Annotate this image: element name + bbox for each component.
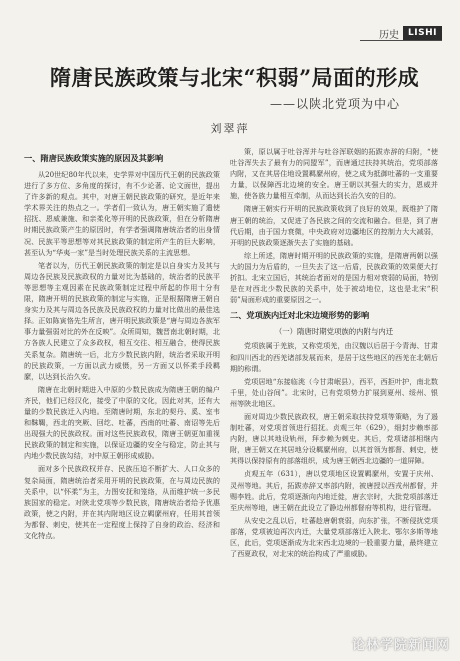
paragraph: 党项族属于羌族，又称党项羌，由汉魏以后居于今青海、甘肃和四川西北的西羌诸部发展而来，是居于这些地区的西羌在北朝后期的称谓。 [230, 341, 438, 373]
paragraph: 策，原以属于吐谷浑并与吐谷浑联姻的拓跋赤辞的归附，“使吐谷浑失去了最有力的同盟军”，而唐通过扶持其统治，党项部落内附，又在其居住地设置羁縻州府，使之成为抵御吐蕃的一支重要力量，以保障西北边境的安全。唐王朝以其强大的实力，恩威并施，使各族力量相互牵制，从而达到长治久安的目的。 [230, 147, 438, 201]
right-column [230, 146, 438, 656]
section-heading: 一、隋唐民族政策实施的原因及其影响 [24, 153, 164, 163]
paragraph: 笔者以为，历代王朝民族政策的制定是以自身实力及其与周边各民族及民族政权的力量对比为基础的，统治者的民族平等思想等主观因素在民族政策制定过程中所起的作用十分有限，隋唐开明的民族政策的制定与实施，正是根据隋唐王朝自身实力及其与周边各民族及民族政权的力量对比做出的最佳选择。正如陈寅恪先生所言，唐开明民族政策是“唐与周边各族军事力量强弱对比的外在反映”。众所周知，魏晋南北朝时期，北方各族人民建立了众多政权，相互交往、相互融合，使得民族关系复杂。隋唐统一后，北方少数民族内附，统治者采取开明的民族政策，一方面以武力威慑，另一方面又以怀柔手段羁縻，以达到长治久安。 [24, 260, 220, 381]
watermark: 论林学院新闻网 [351, 638, 450, 653]
left-column [24, 148, 220, 658]
section-heading: 二、党项族内迁对北宋边境形势的影响 [230, 310, 370, 321]
paragraph: 贞观五年（631），唐以党项地区设置羁縻州，安置于庆州、灵州等地。其后，拓跋赤辞又率部内附，被唐授以西戎州都督，并赐李姓。此后，党项逐渐向内地迁徙，唐玄宗时，大批党项部落迁至庆州等地，唐王朝在此设立了静边州都督府等机构，进行管理。 [230, 469, 438, 512]
header-brand: LISHI [403, 26, 442, 40]
paragraph: 隋唐王朝实行开明的民族政策收到了良好的效果，既维护了隋唐王朝的统治，又促进了各民族之间的交流和融合。但是，到了唐代后期，由于国力衰微，中央政府对边疆地区的控制力大大减弱，开明的民族政策逐渐失去了实施的基础。 [230, 204, 438, 247]
paragraph: 从20世纪80年代以来，史学界对中国历代王朝的民族政策进行了多方位、多角度的探讨，有不少论著、论文面世，提出了许多新的观点。其中，对唐王朝民族政策的研究，是近年来学术界关注的热点之一。学者们一致认为，唐王朝实施了遣使招抚、恩威兼施、和亲柔化等开明的民族政策，但在分析隋唐时期民族政策产生的原因时，有学者强调隋唐统治者的出身情况、民族平等思想等对其民族政策的制定所产生的巨大影响，甚至认为“华夷一家”是当时处理民族关系的主流思想。 [24, 170, 220, 257]
paragraph: 综上所述，隋唐时期开明的民族政策的实施，是隋唐两朝以强大的国力为后盾的，一旦失去了这一后盾，民族政策的效果便大打折扣。北宋立国后，其统治者面对的是国力相对衰弱的局面，特别是在对西北少数民族的关系中，处于被动地位，这也是北宋“积弱”局面形成的重要原因之一。 [230, 250, 438, 305]
paragraph: 党项居地“东接临洮（今甘肃岷县），西平，西拒叶护，南北数千里，处山谷间”。北宋时，已有党项势力扩展到夏州、绥州、银州等陕北地区。 [230, 376, 438, 408]
article-subtitle: ——以陕北党项为中心 [269, 97, 400, 111]
page-header [379, 22, 442, 44]
header-category: 历史 [379, 29, 400, 41]
subsection-heading: （一）隋唐时期党项族的内附与内迁 [274, 327, 394, 337]
article-author: 刘翠萍 [210, 122, 250, 135]
paragraph: 面对多个民族政权并存、民族压迫不断扩大、人口众多的复杂局面，隋唐统治者采用开明的民族政策，在与周边民族的关系中，以“怀柔”为主，力图安抚和笼络，从而维护统一多民族国家的稳定。对陕北党项等少数民族，隋唐统治者给予优惠政策，使之内附，并在其内附地区设立羁縻州府，任用其首领为都督、刺史，使其在一定程度上保持了自身的政治、经济和文化特点。 [24, 464, 220, 540]
paragraph: 面对周边少数民族政权，唐王朝采取扶持党项等策略，为了遏制吐蕃，对党项首领进行招抚。贞观三年（629），细封步赖率部内附，唐以其地设轨州，拜步赖为刺史。其后，党项诸部相继内附，唐王朝又在其居地分设羁縻州府，以其首领为都督、刺史，使其得以保持原有的部落组织，成为唐王朝西北边疆的一道屏障。 [230, 411, 438, 466]
paragraph: 从安史之乱以后，吐蕃趁唐朝衰弱，向东扩张，不断侵扰党项部落，党项被迫再次内迁，大量党项部落迁入陕北、鄂尔多斯等地区，此后，党项逐渐成为北宋西北边境的一股重要力量，最终建立了西夏政权，对北宋的统治构成了严重威胁。 [230, 515, 438, 559]
paragraph: 隋唐在北朝时期进入中原的少数民族成为隋唐王朝的编户齐民，他们已经汉化，接受了中原的文化，因此对其，还有大量的少数民族迁入内地。至隋唐时期，东北的契丹、奚、室韦和靺鞨，西北的突厥、回纥、吐蕃，西南的吐蕃、南诏等先后出现强大的民族政权。面对这些民族政权，隋唐王朝更加重视民族政策的制定和实施，以保证边疆的安全与稳定，防止其与内地少数民族勾结，对中原王朝形成威胁。 [24, 384, 220, 461]
article-title: 隋唐民族政策与北宋“积弱”局面的形成 [50, 65, 420, 90]
